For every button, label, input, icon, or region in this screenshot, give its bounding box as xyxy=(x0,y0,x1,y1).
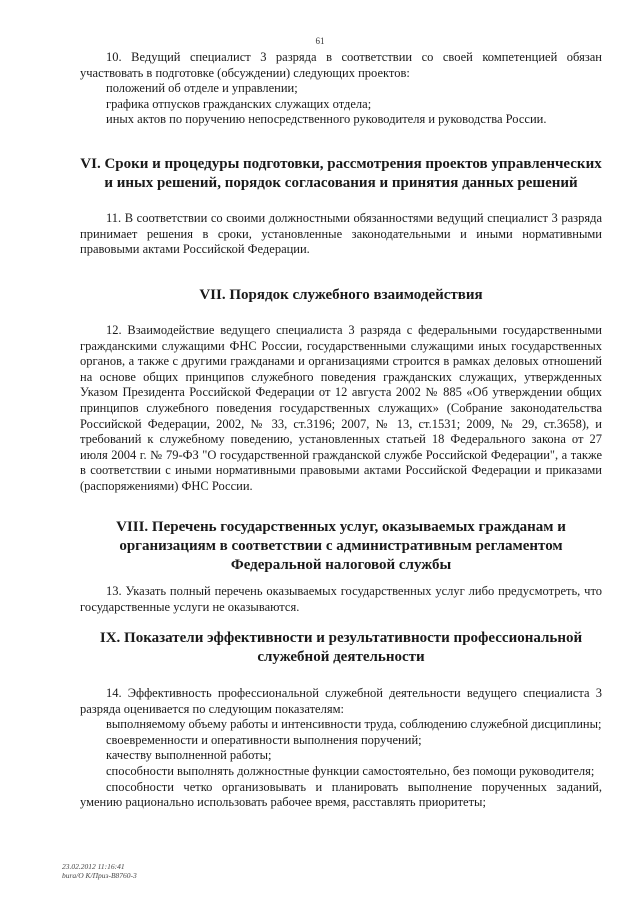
item-12-text: 12. Взаимодействие ведущего специалиста 3 разряда с федеральными государственными гражданскими служащими ФНС России, государственными служащими иных государственных органов, а также с другими гражданами и организациями строится в рамках деловых отношений на основе общих принципов служебного поведения гражданских служащих, утвержденных Указом Президента Российской Федерации от 12 августа 2002 № 885 «Об утверждении общих принципов служебного поведения государственных служащих» (Собрание законодательства Российской Федерации, 2002, № 33, ст.3196; 2007, № 13, ст.1531; 2009, № 29, ст.3658), и требований к служебному поведению, установленных статьей 18 Федерального закона от 27 июля 2004 г. № 79-ФЗ "О государственной гражданской службе Российской Федерации", а также в соответствии с иными нормативными правовыми актами Российской Федерации и приказами (распоряжениями) ФНС России. xyxy=(80,323,602,493)
print-footer xyxy=(62,862,137,880)
item-10-list-item: иных актов по поручению непосредственного руководителя и руководства России. xyxy=(106,112,547,127)
item-10-list-item: графика отпусков гражданских служащих отдела; xyxy=(106,96,372,111)
footer-timestamp: 23.02.2012 11:16:41 xyxy=(62,862,125,871)
section-8-title xyxy=(80,518,602,575)
item-14-list-item: качеству выполненной работы; xyxy=(106,748,272,763)
item-10-lead: 10. Ведущий специалист 3 разряда в соответствии со своей компетенцией обязан участвовать в подготовке (обсуждении) следующих проектов: xyxy=(80,50,602,80)
item-13-text: 13. Указать полный перечень оказываемых государственных услуг либо предусмотреть, что государственные услуги не оказываются. xyxy=(80,584,602,614)
item-11 xyxy=(80,211,602,258)
item-13 xyxy=(80,584,602,615)
footer-path: bura/О К/Приз-В8760-3 xyxy=(62,871,137,880)
item-14 xyxy=(80,686,602,811)
item-14-list-item: способности выполнять должностные функции самостоятельно, без помощи руководителя; xyxy=(106,763,595,778)
section-6-title: VI. Сроки и процедуры подготовки, рассмотрения проектов управленческих и иных решений, порядок согласования и принятия данных решений xyxy=(80,156,602,191)
section-8-title-line: Федеральной налоговой службы xyxy=(230,557,452,573)
item-10-list-item: положений об отделе и управлении; xyxy=(106,81,298,96)
item-14-lead: 14. Эффективность профессиональной служебной деятельности ведущего специалиста 3 разряда оценивается по следующим показателям: xyxy=(80,686,602,716)
item-14-list-item: своевременности и оперативности выполнения поручений; xyxy=(106,732,422,747)
item-11-text: 11. В соответствии со своими должностными обязанностями ведущий специалист 3 разряда принимает решения в сроки, установленные законодательными и иными нормативными правовыми актами Российской Федерации. xyxy=(80,211,602,257)
section-8-title-line: организациям в соответствии с административным регламентом xyxy=(119,538,563,554)
page-number: 61 xyxy=(315,36,325,46)
section-9-title xyxy=(80,629,602,667)
item-10 xyxy=(80,50,602,128)
item-14-list-item: способности четко организовывать и планировать выполнение порученных заданий, умению рационально использовать рабочее время, расставлять приоритеты; xyxy=(80,779,602,810)
item-12 xyxy=(80,323,602,495)
section-8-title-line: VIII. Перечень государственных услуг, оказываемых гражданам и xyxy=(116,519,566,535)
section-9-title-line: IX. Показатели эффективности и результативности профессиональной xyxy=(99,630,583,646)
section-7-title: VII. Порядок служебного взаимодействия xyxy=(199,287,483,303)
item-14-list-item: выполняемому объему работы и интенсивности труда, соблюдению служебной дисциплины; xyxy=(106,717,602,732)
section-9-title-line: служебной деятельности xyxy=(257,649,425,665)
